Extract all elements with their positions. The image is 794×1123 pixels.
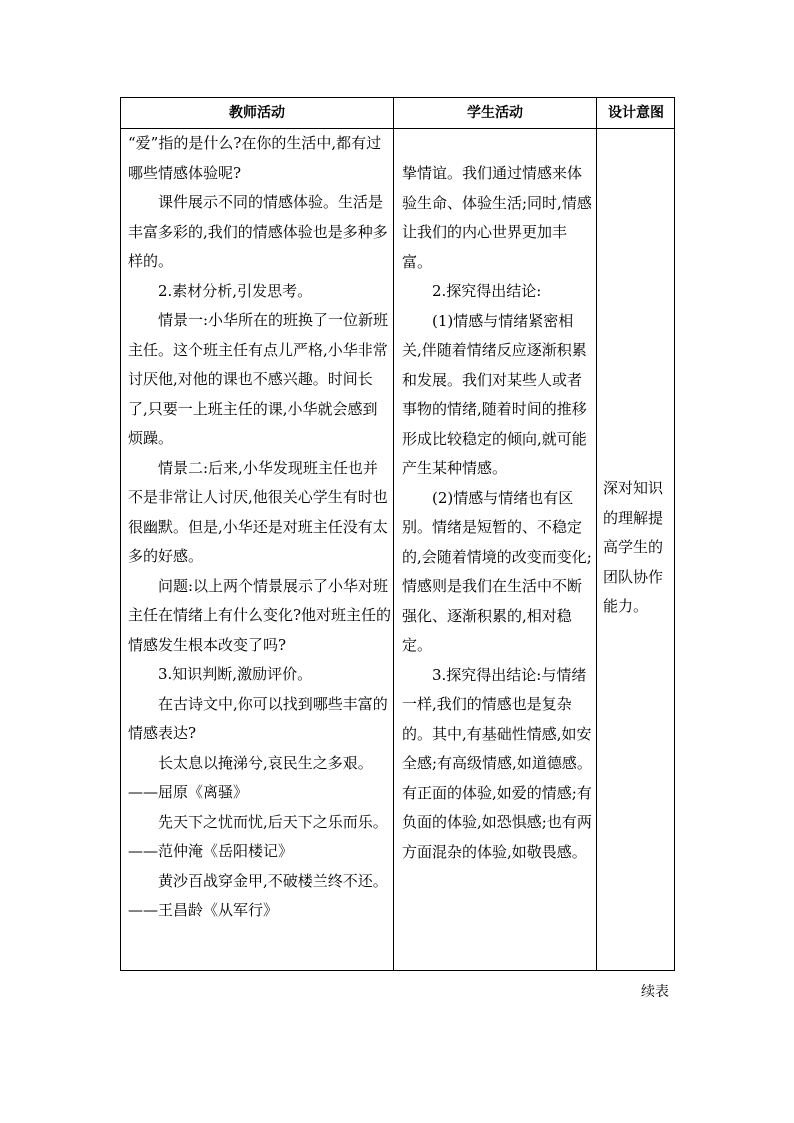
teacher-paragraph: 情景二:后来,小华发现班主任也并不是非常让人讨厌,他很关心学生有时也很幽默。但是,小华还是对班主任没有太多的好感。 bbox=[128, 458, 388, 565]
student-paragraph: (1)情感与情绪紧密相关,伴随着情绪反应逐渐积累和发展。我们对某些人或者事物的情绪,随着时间的推移形成比较稳定的倾向,就可能产生某种情感。 bbox=[402, 311, 587, 477]
lesson-table bbox=[120, 97, 675, 971]
column-divider bbox=[596, 98, 597, 970]
teacher-paragraph: ——王昌龄《从军行》 bbox=[128, 901, 279, 919]
teacher-paragraph: 黄沙百战穿金甲,不破楼兰终不还。 bbox=[158, 871, 388, 890]
teacher-paragraph: ——范仲淹《岳阳楼记》 bbox=[128, 842, 294, 860]
student-activity-cell bbox=[402, 159, 592, 867]
continued-label: 续表 bbox=[641, 984, 669, 1000]
teacher-paragraph: “爱”指的是什么?在你的生活中,都有过哪些情感体验呢? bbox=[128, 134, 382, 182]
teacher-paragraph: 在古诗文中,你可以找到哪些丰富的情感表达? bbox=[128, 694, 388, 742]
design-intent-cell: 深对知识的理解提高学生的团队协作能力。 bbox=[603, 479, 664, 615]
teacher-paragraph: 先天下之忧而忧,后天下之乐而乐。 bbox=[158, 812, 388, 831]
teacher-paragraph: 情景一:小华所在的班换了一位新班主任。这个班主任有点儿严格,小华非常讨厌他,对他的课也不感兴趣。时间长了,只要一上班主任的课,小华就会感到烦躁。 bbox=[128, 311, 389, 447]
header-teacher-activity: 教师活动 bbox=[229, 105, 285, 121]
student-paragraph: 3.探究得出结论:与情绪一样,我们的情感也是复杂的。其中,有基础性情感,如安全感;有高级情感,如道德感。有正面的体验,如爱的情感;有负面的体验,如恐惧感;也有两方面混杂的体验,如敬畏感。 bbox=[402, 665, 592, 861]
student-paragraph: (2)情感与情绪也有区别。情绪是短暂的、不稳定的,会随着情境的改变而变化;情感则是我们在生活中不断强化、逐渐积累的,相对稳定。 bbox=[402, 488, 592, 654]
header-design-intent: 设计意图 bbox=[608, 105, 664, 121]
teacher-paragraph: 2.素材分析,引发思考。 bbox=[158, 281, 313, 300]
teacher-paragraph: ——屈原《离骚》 bbox=[128, 783, 249, 801]
teacher-paragraph: 问题:以上两个情景展示了小华对班主任在情绪上有什么变化?他对班主任的情感发生根本改变了吗? bbox=[128, 576, 392, 654]
student-paragraph: 2.探究得出结论: bbox=[432, 282, 542, 300]
student-paragraph: 挚情谊。我们通过情感来体验生命、体验生活;同时,情感让我们的内心世界更加丰富。 bbox=[402, 164, 592, 271]
teacher-paragraph: 课件展示不同的情感体验。生活是丰富多彩的,我们的情感体验也是多种多样的。 bbox=[128, 193, 388, 270]
teacher-paragraph: 长太息以掩涕兮,哀民生之多艰。 bbox=[158, 753, 373, 772]
teacher-paragraph: 3.知识判断,激励评价。 bbox=[158, 665, 313, 683]
teacher-activity-cell bbox=[128, 129, 392, 926]
header-student-activity: 学生活动 bbox=[467, 105, 523, 121]
column-divider bbox=[393, 98, 394, 970]
